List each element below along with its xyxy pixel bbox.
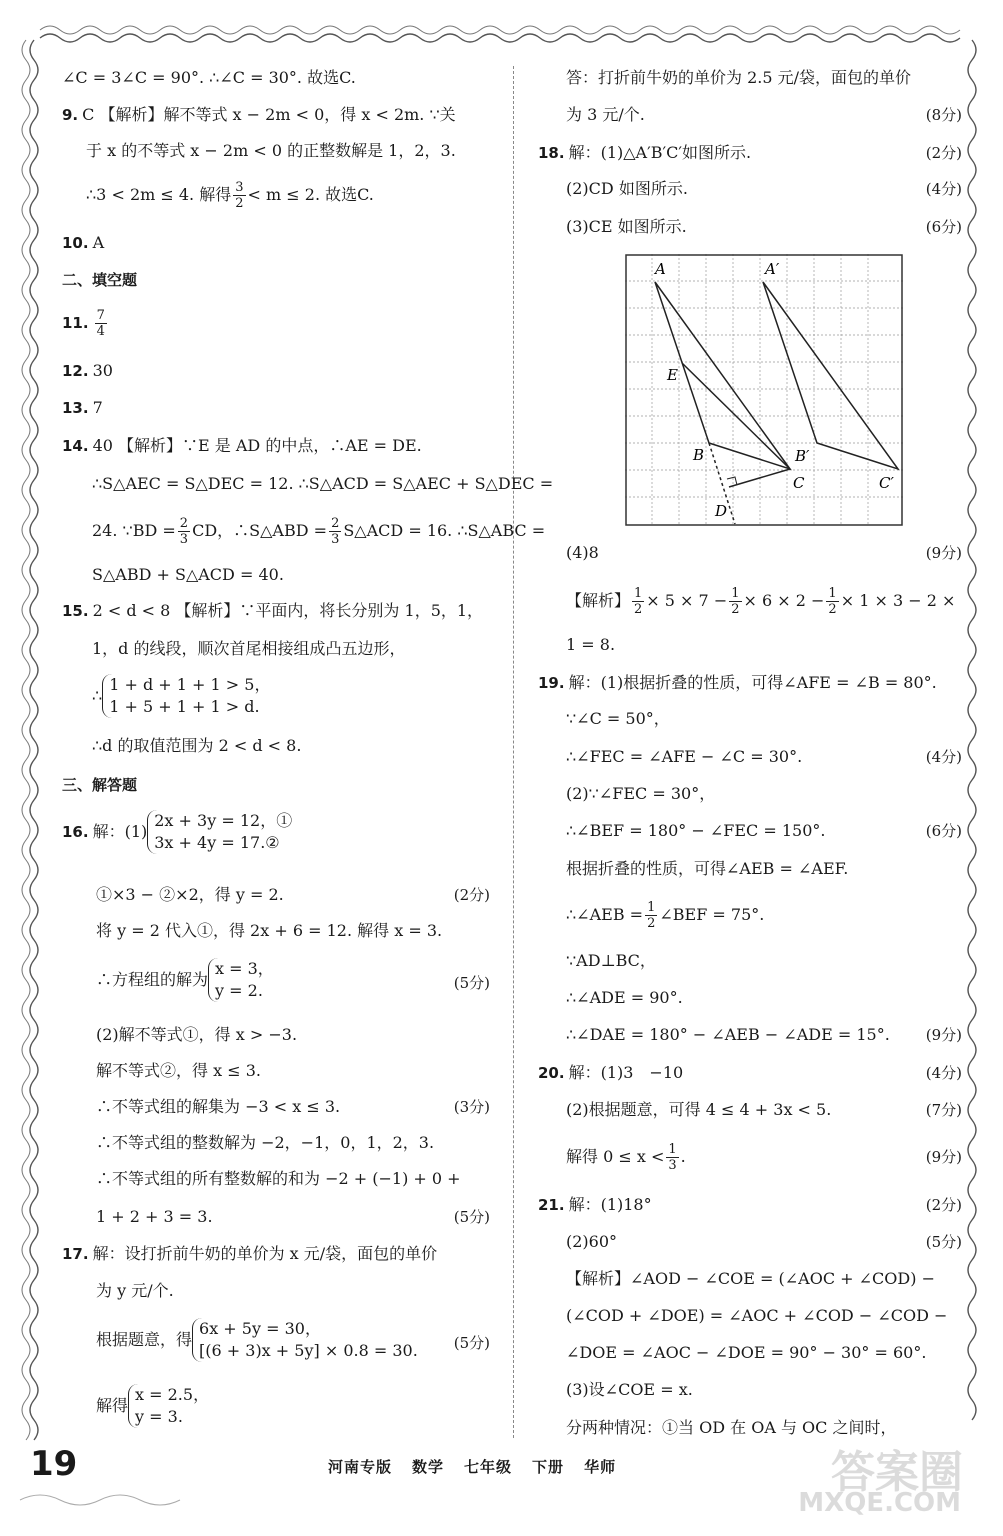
grid-border	[626, 255, 902, 525]
footer-grade: 七年级	[464, 1458, 513, 1476]
q18-line4	[566, 542, 962, 564]
q17-system	[96, 1318, 490, 1372]
q16-line7: ∴不等式组的整数解为 −2，−1，0，1，2，3.	[96, 1133, 435, 1152]
q21-text-b: (2)60°	[566, 1232, 618, 1251]
watermark-title: 答案圈	[831, 1447, 963, 1498]
q16-score4: (5分)	[453, 1208, 490, 1226]
footer-subject: 数学	[412, 1458, 445, 1476]
q20-line3	[566, 1142, 962, 1173]
q17-answer-line2	[566, 104, 962, 126]
q14-line3	[92, 516, 546, 547]
q16-eq-1: 2x + 3y = 12，①	[154, 811, 293, 830]
q18-text-a: 解：(1)△A′B′C′如图所示.	[568, 143, 752, 162]
q16-eq-2: 3x + 4y = 17.②	[154, 833, 280, 852]
q19-line4: (2)∵∠FEC = 30°，	[566, 784, 716, 803]
q20-text-c1: 解得 0 ≤ x <	[566, 1147, 665, 1166]
q18-fraction-1	[632, 586, 644, 617]
footer-publisher: 华师	[584, 1458, 617, 1476]
q18-score1: (2分)	[925, 144, 962, 162]
q15-line3: ∴d 的取值范围为 2 < d < 8.	[92, 736, 302, 755]
q18-analysis-t3: × 1 × 3 − 2 ×	[840, 591, 956, 610]
label-a: A	[655, 260, 666, 278]
q14-line1	[62, 435, 490, 457]
q15-text-a: 2 < d < 8 【解析】∵平面内，将长分别为 1，5，1，	[92, 601, 484, 620]
q19-text-a: 解：(1)根据折叠的性质，可得∠AFE = ∠B = 80°.	[568, 673, 937, 692]
q12-line	[62, 360, 490, 382]
q18-score4: (9分)	[925, 544, 962, 562]
q20-score1: (4分)	[925, 1064, 962, 1082]
q19-line5	[566, 820, 962, 842]
label-b-prime: B′	[795, 447, 810, 465]
q18-text-b: (2)CD 如图所示.	[566, 179, 688, 198]
q18-grid-figure	[625, 254, 903, 526]
q15-brace	[102, 674, 270, 718]
q17-number: 17.	[62, 1245, 89, 1263]
q21-score1: (2分)	[925, 1196, 962, 1214]
q21-line1	[538, 1194, 962, 1216]
q14-text-a: 40 【解析】∵E 是 AD 的中点，∴AE = DE.	[92, 436, 422, 455]
q19-line1	[538, 672, 962, 694]
q14-line4: S△ABD + S△ACD = 40.	[92, 565, 284, 584]
q17-sol-brace	[128, 1384, 209, 1428]
segment-cd	[729, 469, 790, 487]
q14-frac1-num: 2	[179, 516, 189, 531]
q10-line	[62, 232, 490, 254]
footer-edition: 河南专版	[328, 1458, 393, 1476]
q9-text-a: C 【解析】解不等式 x − 2m < 0，得 x < 2m. ∵关	[82, 105, 456, 124]
q21-line7: 分两种情况：①当 OD 在 OA 与 OC 之间时，	[566, 1418, 897, 1437]
q20-frac-num: 1	[668, 1142, 677, 1157]
q20-line2	[566, 1099, 962, 1121]
q19-line8: ∵AD⊥BC，	[566, 951, 656, 970]
q12-number: 12.	[62, 362, 89, 380]
q17-eq-1: 6x + 5y = 30，	[199, 1319, 321, 1338]
q9-frac-den: 2	[235, 196, 244, 211]
label-c: C	[793, 474, 805, 492]
q17-line1	[62, 1243, 490, 1265]
q16-sol-1: x = 3，	[215, 959, 274, 978]
q16-solution	[96, 958, 490, 1012]
label-e: E	[667, 366, 678, 384]
q15-number: 15.	[62, 602, 89, 620]
q11-number: 11.	[62, 314, 89, 332]
q16-system	[62, 810, 490, 864]
footer-volume: 下册	[532, 1458, 565, 1476]
q17-line2: 为 y 元/个.	[96, 1281, 174, 1300]
q21-line2	[566, 1231, 962, 1253]
q16-prefix: 解：(1)	[92, 822, 148, 841]
triangle-a1b1c1	[763, 282, 898, 469]
q18-text-d: (4)8	[566, 543, 599, 562]
q9-number: 9.	[62, 106, 79, 124]
q14-text-c2: CD，∴S△ABD =	[192, 521, 328, 540]
q14-fraction-2	[329, 516, 341, 547]
q18-frac1-den: 2	[634, 602, 643, 617]
q16-score1: (2分)	[453, 886, 490, 904]
q17-solution	[96, 1384, 490, 1438]
footer-book-info	[328, 1456, 636, 1477]
q18-text-c: (3)CE 如图所示.	[566, 217, 687, 236]
q14-fraction-1	[178, 516, 190, 547]
watermark-logo	[783, 1436, 983, 1522]
section-fill-in-heading: 二、填空题	[62, 271, 138, 289]
q19-line10	[566, 1024, 962, 1046]
q20-frac-den: 3	[668, 1158, 677, 1173]
q18-line3	[566, 216, 962, 238]
q19-text-c: ∴∠FEC = ∠AFE − ∠C = 30°.	[566, 747, 803, 766]
q16-line9	[96, 1206, 490, 1228]
q20-fraction	[666, 1142, 678, 1173]
q18-fraction-3	[826, 586, 838, 617]
q14-text-c3: S△ACD = 16. ∴S△ABC =	[343, 521, 546, 540]
q16-step6: ∴不等式组的解集为 −3 < x ≤ 3.	[96, 1097, 341, 1116]
q16-score3: (3分)	[453, 1098, 490, 1116]
q16-number: 16.	[62, 823, 89, 841]
q13-answer: 7	[92, 398, 103, 417]
q17-score1: (5分)	[453, 1334, 490, 1352]
q9-frac-num: 3	[235, 180, 244, 195]
q21-line6: (3)设∠COE = x.	[566, 1380, 693, 1399]
q14-frac1-den: 3	[179, 532, 189, 547]
q17-score2: (8分)	[925, 106, 962, 124]
watermark-url: MXQE.COM	[798, 1488, 961, 1518]
q17-brace	[192, 1318, 418, 1362]
q19-fraction	[645, 900, 657, 931]
q18-analysis-label: 【解析】	[566, 591, 631, 610]
q17-answer-text2: 为 3 元/个.	[566, 105, 645, 124]
q16-step9: 1 + 2 + 3 = 3.	[96, 1207, 213, 1226]
q17-sol-2: y = 3.	[135, 1407, 183, 1426]
label-b: B	[693, 446, 705, 464]
q14-text-c1: 24. ∵BD =	[92, 521, 176, 540]
q18-fraction-2	[729, 586, 741, 617]
q16-line1	[96, 884, 490, 906]
q17-text-d: 解得	[96, 1396, 129, 1415]
q18-line2	[566, 178, 962, 200]
q19-line2: ∵∠C = 50°，	[566, 709, 670, 728]
label-d: D	[715, 502, 728, 520]
q19-frac-num: 1	[647, 900, 656, 915]
q20-text-a: 解：(1)3 −10	[568, 1063, 684, 1082]
q12-answer: 30	[92, 361, 113, 380]
q21-number: 21.	[538, 1196, 565, 1214]
q21-text-a: 解：(1)18°	[568, 1195, 652, 1214]
q16-line2: 将 y = 2 代入①，得 2x + 6 = 12. 解得 x = 3.	[96, 921, 443, 940]
q9-text-c1: ∴3 < 2m ≤ 4. 解得	[86, 185, 232, 204]
q16-line6	[96, 1096, 490, 1118]
q11-fraction	[95, 308, 107, 339]
q19-frac-den: 2	[647, 916, 656, 931]
q16-line4: (2)解不等式①，得 x > −3.	[96, 1025, 298, 1044]
q18-score2: (4分)	[925, 180, 962, 198]
q19-score2: (6分)	[925, 822, 962, 840]
q18-frac2-den: 2	[731, 602, 740, 617]
q16-line5: 解不等式②，得 x ≤ 3.	[96, 1061, 261, 1080]
grid-lines	[625, 254, 903, 526]
q14-frac2-num: 2	[331, 516, 340, 531]
column-divider	[513, 66, 514, 1438]
q11-frac-num: 7	[96, 308, 105, 323]
q19-line9: ∴∠ADE = 90°.	[566, 988, 683, 1007]
q20-score3: (9分)	[925, 1148, 962, 1166]
q16-score2: (5分)	[453, 974, 490, 992]
q15-system	[92, 674, 490, 724]
q20-text-c2: .	[680, 1147, 686, 1166]
q16-step1: ①×3 − ②×2，得 y = 2.	[96, 885, 284, 904]
q19-number: 19.	[538, 674, 565, 692]
q16-sol-2: y = 2.	[215, 981, 263, 1000]
section-solutions-heading: 三、解答题	[62, 776, 138, 794]
q18-frac3-den: 2	[828, 602, 837, 617]
q18-frac2-num: 1	[731, 586, 740, 601]
q17-text-a: 解：设打折前牛奶的单价为 x 元/袋，面包的单价	[92, 1244, 438, 1263]
q9-line3	[86, 180, 490, 211]
q9-text-c2: < m ≤ 2. 故选C.	[247, 185, 374, 204]
q14-line2: ∴S△AEC = S△DEC = 12. ∴S△ACD = S△AEC + S△DEC =	[92, 474, 554, 493]
q11-line	[62, 308, 490, 339]
q16-sol-brace	[208, 958, 274, 1002]
q16-solution-label: ∴方程组的解为	[96, 970, 209, 989]
q20-score2: (7分)	[925, 1101, 962, 1119]
q18-analysis-t2: × 6 × 2 −	[743, 591, 825, 610]
q13-line	[62, 397, 490, 419]
q19-line7	[566, 900, 962, 931]
q19-score1: (4分)	[925, 748, 962, 766]
q18-frac3-num: 1	[828, 586, 837, 601]
q17-answer-line1: 答：打折前牛奶的单价为 2.5 元/袋，面包的单价	[566, 68, 912, 87]
q18-analysis-t1: × 5 × 7 −	[646, 591, 728, 610]
q9-line2: 于 x 的不等式 x − 2m < 0 的正整数解是 1，2，3.	[86, 141, 456, 160]
q15-ineq-2: 1 + 5 + 1 + 1 > d.	[109, 697, 260, 716]
q15-line1	[62, 600, 490, 622]
q21-line4: (∠COD + ∠DOE) = ∠AOC + ∠COD − ∠COD −	[566, 1306, 948, 1325]
q14-number: 14.	[62, 437, 89, 455]
q20-number: 20.	[538, 1064, 565, 1082]
q16-line8: ∴不等式组的所有整数解的和为 −2 + (−1) + 0 +	[96, 1169, 461, 1188]
q19-text-g2: ∠BEF = 75°.	[659, 905, 765, 924]
q18-frac1-num: 1	[634, 586, 643, 601]
q10-answer: A	[92, 233, 105, 252]
q19-text-j: ∴∠DAE = 180° − ∠AEB − ∠ADE = 15°.	[566, 1025, 890, 1044]
q17-sol-1: x = 2.5，	[135, 1385, 210, 1404]
q15-ineq-1: 1 + d + 1 + 1 > 5，	[109, 675, 271, 694]
q18-score3: (6分)	[925, 218, 962, 236]
page-number: 19	[30, 1444, 78, 1484]
line-q8-end: ∠C = 3∠C = 90°. ∴∠C = 30°. 故选C.	[62, 68, 356, 87]
q21-line3: 【解析】∠AOD − ∠COE = (∠AOC + ∠COD) −	[566, 1269, 935, 1288]
q20-line1	[538, 1062, 962, 1084]
q15-line2: 1，d 的线段，顺次首尾相接组成凸五边形，	[92, 639, 406, 658]
q21-line5: ∠DOE = ∠AOC − ∠DOE = 90° − 30° = 60°.	[566, 1343, 927, 1362]
q19-text-g1: ∴∠AEB =	[566, 905, 644, 924]
q19-score3: (9分)	[925, 1026, 962, 1044]
q13-number: 13.	[62, 399, 89, 417]
q18-number: 18.	[538, 144, 565, 162]
q18-line1	[538, 142, 962, 164]
q9-fraction	[233, 180, 245, 211]
q15-therefore: ∴	[92, 686, 103, 705]
q9-line1	[62, 104, 490, 126]
q11-frac-den: 4	[96, 324, 105, 339]
right-angle-mark	[727, 477, 737, 485]
q14-frac2-den: 3	[331, 532, 340, 547]
label-a-prime: A′	[765, 260, 780, 278]
label-c-prime: C′	[879, 474, 894, 492]
q19-line3	[566, 746, 962, 768]
q10-number: 10.	[62, 234, 89, 252]
q19-text-e: ∴∠BEF = 180° − ∠FEC = 150°.	[566, 821, 826, 840]
q17-text-c: 根据题意，得	[96, 1330, 193, 1349]
q18-analysis-line2: 1 = 8.	[566, 635, 616, 654]
q16-brace	[147, 810, 292, 854]
q20-text-b: (2)根据题意，可得 4 ≤ 4 + 3x < 5.	[566, 1100, 832, 1119]
q17-eq-2: [(6 + 3)x + 5y] × 0.8 = 30.	[199, 1341, 418, 1360]
q19-line6: 根据折叠的性质，可得∠AEB = ∠AEF.	[566, 859, 849, 878]
q18-analysis-line1	[566, 586, 962, 617]
q21-score2: (5分)	[925, 1233, 962, 1251]
